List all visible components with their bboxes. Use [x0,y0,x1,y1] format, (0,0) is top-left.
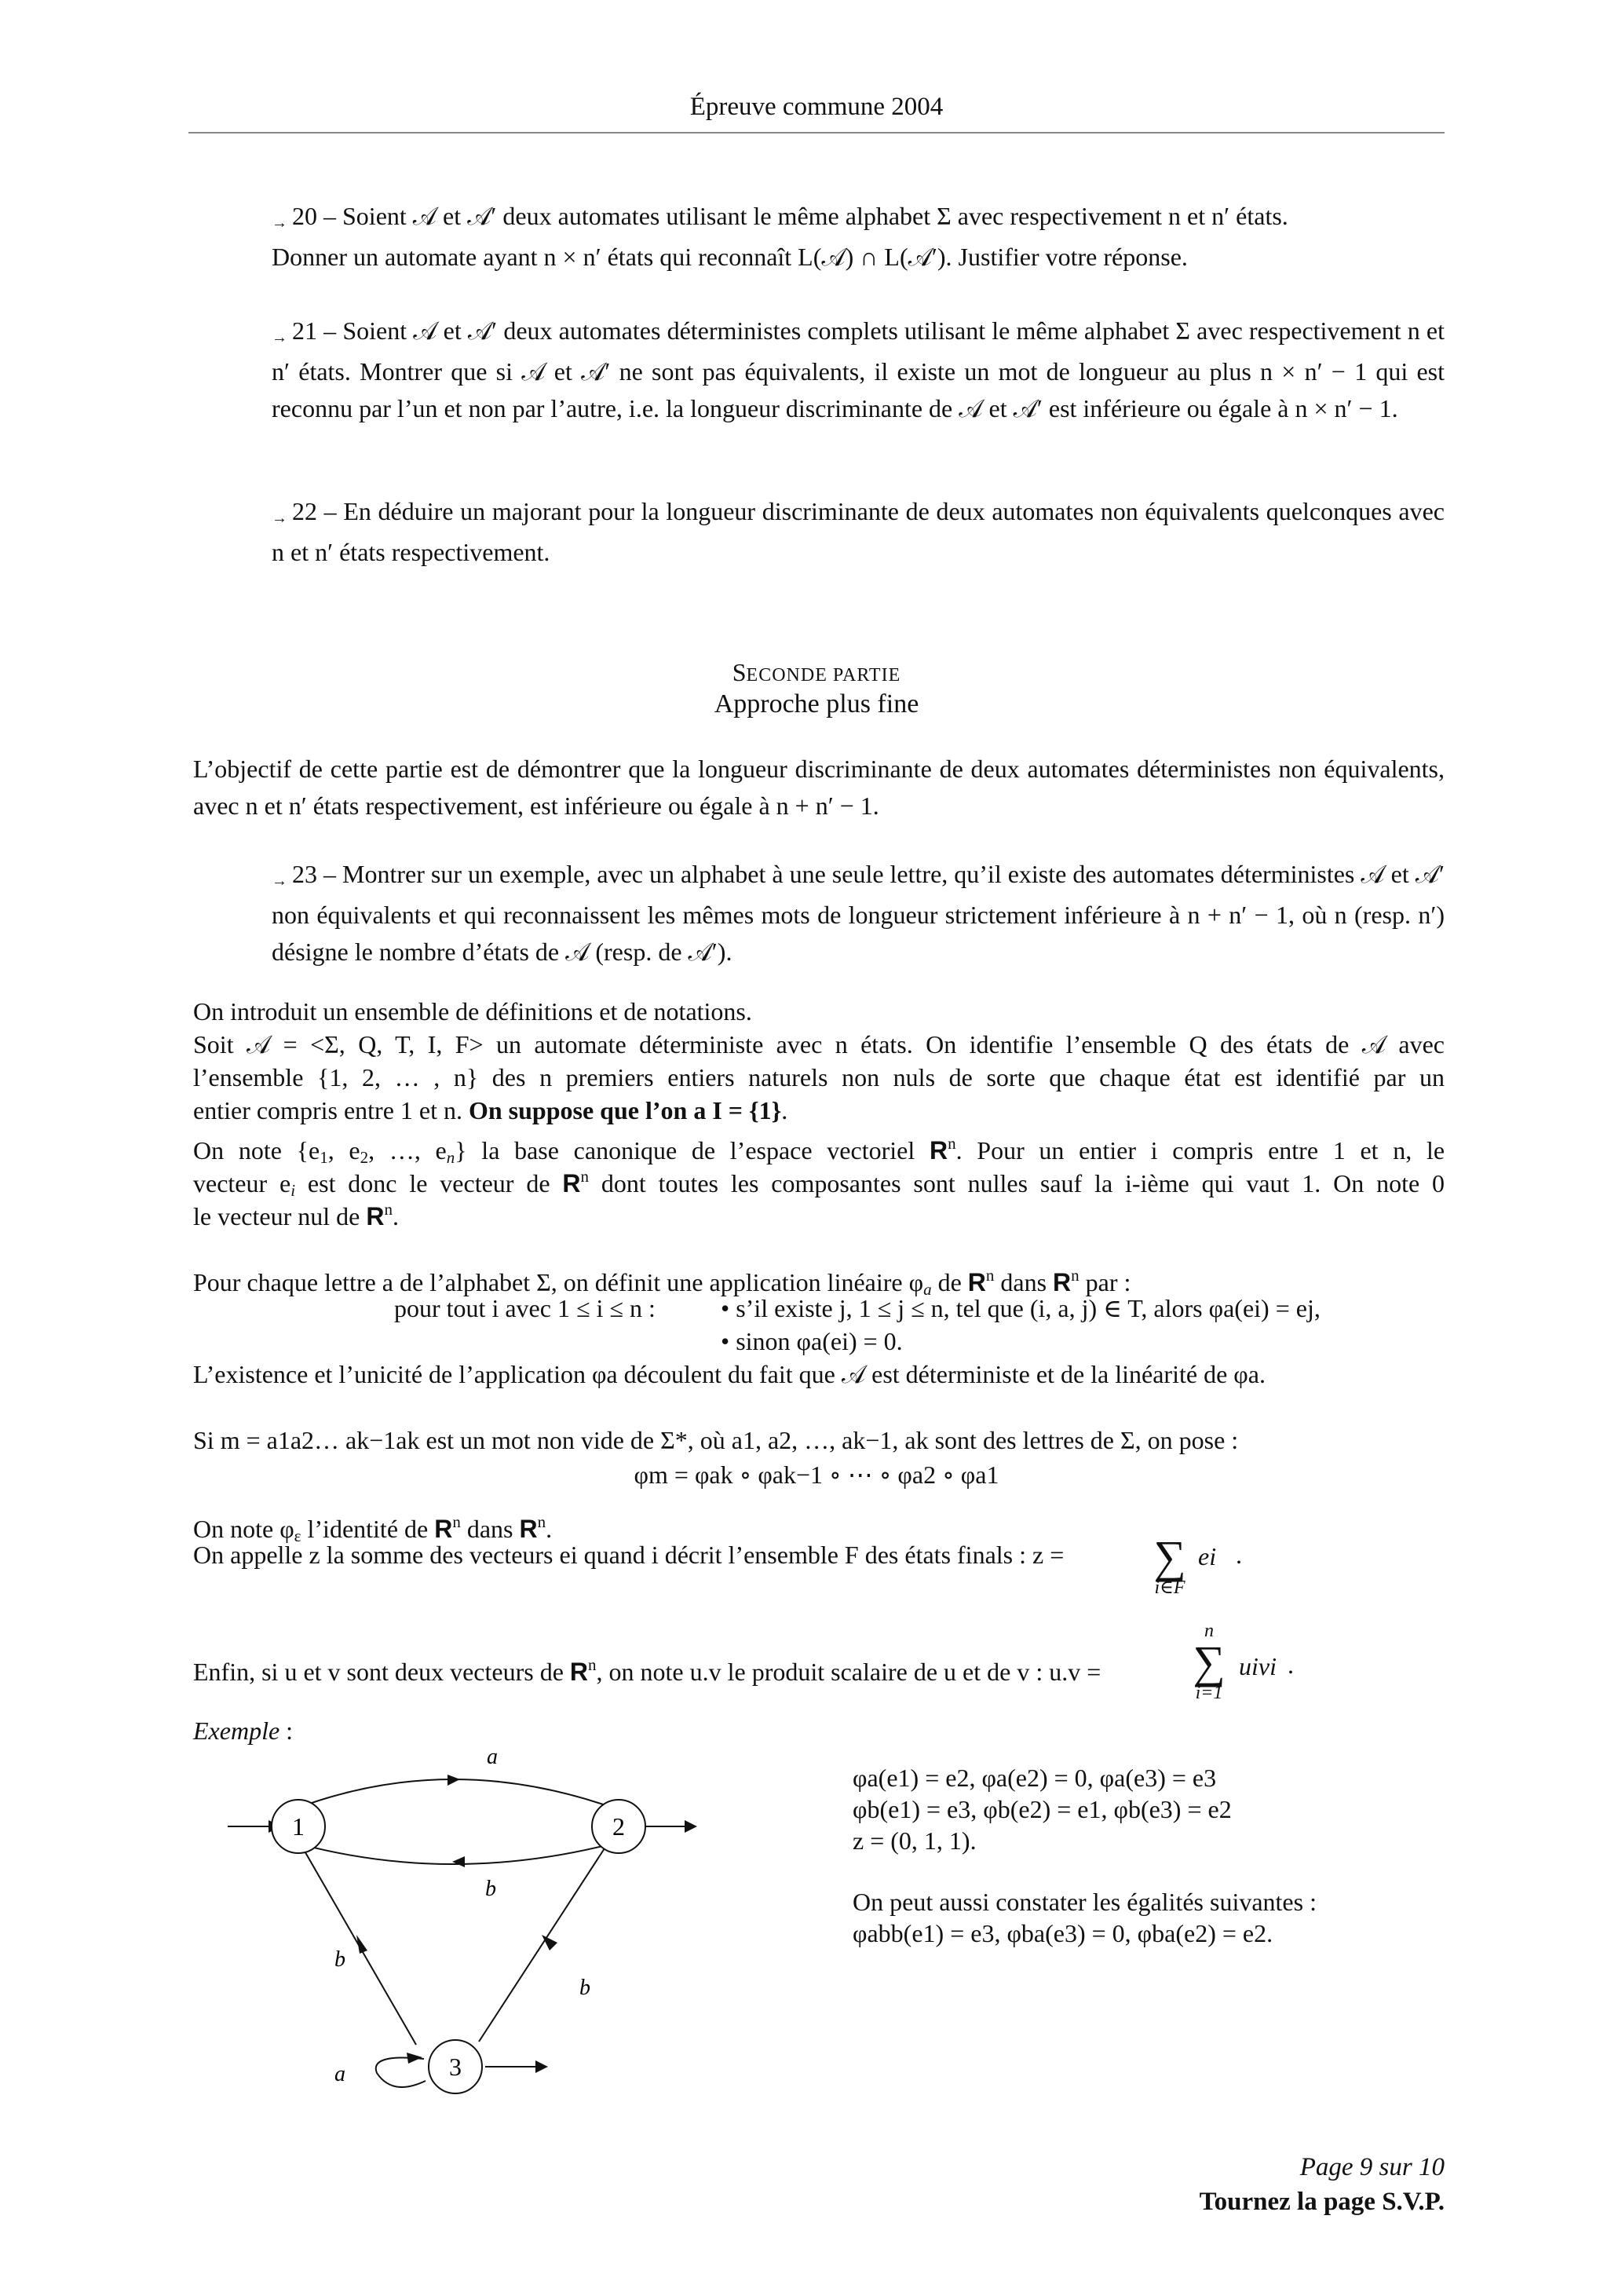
example-label-suffix: : [279,1717,294,1745]
scalar-end: . [1288,1651,1294,1679]
question-arrow-icon: → [272,329,287,346]
scalar-sum [1178,1621,1240,1702]
base-text-7: est donc le vecteur de [295,1169,563,1197]
phi-text-3: dans [994,1268,1054,1296]
reals-symbol: R [562,1169,581,1197]
edge-1-3-arrowhead [356,1935,367,1954]
question-number: 21 [292,316,317,345]
question-23: → 23 – Montrer sur un exemple, avec un alphabet à une seule lettre, qu’il existe des automates déterministes 𝒜 et 𝒜′ non équivalents et qui reconnaissent les mêmes mots de longueur strictement inférieure à n + n′ − 1, où n (resp. n′) désigne le nombre d’états de 𝒜 (resp. de 𝒜′). [272,860,1445,966]
exponent: n [948,1134,956,1153]
defs-base-line1: On note {$e_1$, $e_2$, …, $e_n$} la base canonique de l’espace vectoriel $R^n$. Pour un entier i compris entre 1 et n, le [193,1134,1445,1167]
objective-paragraph: L’objectif de cette partie est de démontrer que la longueur discriminante de deux automates déterministes non équivalents, avec n et n′ états respectivement, est inférieure ou égale à n + n′ − 1. [193,755,1445,820]
section-title-text: ECONDE PARTIE [746,665,901,686]
exponent: n [384,1200,393,1219]
self-loop-3-arrowhead [407,2053,422,2064]
defs-soit-line3-end: . [781,1096,788,1124]
sum-icon: ∑ [1153,1531,1186,1582]
question-arrow-icon: → [272,214,287,232]
z-sum [1138,1531,1201,1598]
reals-symbol: R [929,1136,948,1164]
scalar-sum-index: i=1 [1195,1683,1223,1703]
edge-1-2-arrowhead [448,1775,460,1786]
mot-line: Si m = a1a2… ak−1ak est un mot non vide de Σ*, où a1, a2, …, ak−1, ak sont des lettres de Σ, on pose : [193,1426,1239,1454]
epsilon: ε [294,1526,301,1545]
question-20: → 20 – Soient 𝒜 et 𝒜′ deux automates utilisant le même alphabet Σ avec respectivement n et n′ états. Donner un automate ayant n × n′ états qui reconnaît L(𝒜) ∩ L(𝒜′). Justifier votre réponse. [272,202,1288,271]
base-text-10: . [392,1202,399,1230]
question-20-line1: Soient 𝒜 et 𝒜′ deux automates utilisant le même alphabet Σ avec respectivement n et n′ états. [342,202,1288,230]
base-text-5: . Pour un entier i compris entre 1 et n, le [955,1136,1445,1164]
base-text-9: le vecteur nul de [193,1202,367,1230]
scal-text-2: , on note u.v le produit scalaire de u et de v : u.v = [596,1658,1101,1686]
existence-line: L’existence et l’unicité de l’application φa découlent du fait que 𝒜 est déterministe et de la linéarité de φa. [193,1360,1266,1388]
sum-icon: ∑ [1193,1636,1226,1687]
section-title: SECONDE PARTIE [732,658,901,686]
reals-symbol: R [519,1515,538,1543]
question-20-line2: Donner un automate ayant n × n′ états qui reconnaît L(𝒜) ∩ L(𝒜′). Justifier votre réponse. [272,243,1188,271]
reals-symbol: R [366,1202,385,1230]
question-22: → 22 – En déduire un majorant pour la longueur discriminante de deux automates non équivalents quelconques avec n et n′ états respectivement. [272,497,1445,566]
defs-base-line3 [193,1194,1445,1233]
edge-label: b [334,1947,345,1972]
question-23-text: Montrer sur un exemple, avec un alphabet à une seule lettre, qu’il existe des automates déterministes 𝒜 et 𝒜′ non équivalents et qui reconnaissent les mêmes mots de longueur strictement inférieure à n + n′ − 1, où n (resp. n′) désigne le nombre d’états de 𝒜 (resp. de 𝒜′). [272,860,1445,966]
edge-label: a [334,2062,345,2086]
question-number: 23 [292,860,317,888]
exponent: n [985,1266,995,1285]
defs-soit-line2: l’ensemble {1, 2, … , n} des n premiers entiers naturels non nuls de sorte que chaque état est identifié par un [193,1063,1445,1091]
identity-text-2: l’identité de [301,1515,435,1543]
pour-tout: pour tout i avec 1 ≤ i ≤ n : [394,1294,656,1322]
edge-3-2 [479,1848,605,2042]
scal-text-1: Enfin, si u et v sont deux vecteurs de [193,1658,570,1686]
edge-2-1-arrowhead [452,1856,465,1867]
exponent: n [1071,1266,1080,1285]
edge-label: b [579,1976,590,2000]
z-definition [193,1539,1445,1571]
reals-symbol: R [434,1515,453,1543]
edge-label: a [487,1751,498,1769]
z-sum-index: i∈F [1154,1578,1185,1598]
example-label [193,1715,293,1747]
defs-base-line2: vecteur $e_i$ est donc le vecteur de $R^n$ dont toutes les composantes sont nulles sauf la i-ième qui vaut 1. On note 0 [193,1167,1445,1200]
z-sum-body: ei [1198,1542,1217,1570]
defs-hypothesis: On suppose que l’on a I = {1} [468,1096,782,1124]
example-equation-2: φb(e1) = e3, φb(e2) = e1, φb(e3) = e2 [853,1795,1232,1823]
defs-soit-line1: Soit 𝒜 = <Σ, Q, T, I, F> un automate déterministe avec n états. On identifie l’ensemble Q des états de 𝒜 avec [193,1030,1445,1058]
example-note: On peut aussi constater les égalités suivantes : [853,1888,1317,1916]
section-subtitle: Approche plus fine [714,689,919,718]
question-21: → 21 – Soient 𝒜 et 𝒜′ deux automates déterministes complets utilisant le même alphabet Σ avec respectivement n et n′ états. Montrer que si 𝒜 et 𝒜′ ne sont pas équivalents, il existe un mot de longueur au plus n × n′ − 1 qui est reconnu par l’un et non par l’autre, i.e. la longueur discriminante de 𝒜 et 𝒜′ est inférieure ou égale à n × n′ − 1. [272,316,1445,422]
defs-phi-line: Pour chaque lettre a de l’alphabet Σ, on définit une application linéaire $\varphi_a$ de $R^n$ dans $R^n$ par : [193,1266,1131,1299]
definition-bullet-1: • s’il existe j, 1 ≤ j ≤ n, tel que (i, a, j) ∈ T, alors φa(ei) = ej, [721,1294,1321,1322]
automaton-diagram [212,1751,762,2120]
base-text-6: vecteur e [193,1169,291,1197]
question-21-text: Soient 𝒜 et 𝒜′ deux automates déterministes complets utilisant le même alphabet Σ avec respectivement n et n′ états. Montrer que si 𝒜 et 𝒜′ ne sont pas équivalents, il existe un mot de longueur au plus n × n′ − 1 qui est reconnu par l’un et non par l’autre, i.e. la longueur discriminante de 𝒜 et 𝒜′ est inférieure ou égale à n × n′ − 1. [272,316,1445,422]
reals-symbol: R [967,1268,986,1296]
example-equation-1: φa(e1) = e2, φa(e2) = 0, φa(e3) = e3 [853,1764,1217,1792]
identity-text-3: dans [460,1515,520,1543]
defs-soit-line3-text: entier compris entre 1 et n. [193,1096,469,1124]
phi-text-2: de [931,1268,968,1296]
state-label: 1 [292,1812,305,1841]
base-text-4: } la base canonique de l’espace vectoriel [455,1136,930,1164]
z-text: On appelle z la somme des vecteurs ei quand i décrit l’ensemble F des états finals : z = [193,1541,1065,1569]
base-text-1: On note {e [193,1136,320,1164]
example-label-text: Exemple [193,1717,280,1745]
exponent: n [588,1655,597,1674]
edge-1-2 [298,1779,612,1808]
edge-label: b [485,1877,496,1901]
reals-symbol: R [569,1658,588,1686]
self-loop-3 [376,2057,426,2087]
example-equalities: φabb(e1) = e3, φba(e3) = 0, φba(e2) = e2. [853,1919,1273,1947]
base-text-3: , …, e [368,1136,447,1164]
question-arrow-icon: → [272,510,287,527]
page-number: Page 9 sur 10 [1299,2153,1445,2181]
identity-text-4: . [546,1515,553,1543]
z-end: . [1236,1541,1242,1569]
question-number: 20 [292,202,317,230]
identity-text-1: On note φ [193,1515,294,1543]
state-label: 3 [449,2053,462,2081]
question-number: 22 [292,497,317,525]
page-header: Épreuve commune 2004 [689,93,944,121]
scalar-sum-top: n [1204,1621,1214,1641]
phi-m-formula: φm = φak ∘ φak−1 ∘ ⋯ ∘ φa2 ∘ φa1 [634,1461,999,1489]
scalar-sum-body: uivi [1239,1652,1277,1680]
exponent: n [580,1167,589,1186]
definition-bullet-2: • sinon φa(ei) = 0. [721,1327,903,1355]
example-z: z = (0, 1, 1). [853,1826,977,1855]
question-22-text: En déduire un majorant pour la longueur discriminante de deux automates non équivalents quelconques avec n et n′ états respectivement. [272,497,1445,566]
state-label: 2 [612,1812,625,1841]
reals-symbol: R [1053,1268,1072,1296]
phi-text-1: Pour chaque lettre a de l’alphabet Σ, on définit une application linéaire φ [193,1268,924,1296]
base-text-2: , e [327,1136,360,1164]
header-rule [188,132,1445,133]
base-text-8: dont toutes les composantes sont nulles sauf la i-ième qui vaut 1. On note 0 [588,1169,1445,1197]
exponent: n [452,1512,461,1531]
exponent: n [537,1512,546,1531]
defs-soit-line3 [193,1095,1445,1127]
question-arrow-icon: → [272,872,287,890]
defs-intro: On introduit un ensemble de définitions et de notations. [193,997,752,1026]
phi-text-4: par : [1079,1268,1131,1296]
turn-page: Tournez la page S.V.P. [1199,2188,1445,2216]
